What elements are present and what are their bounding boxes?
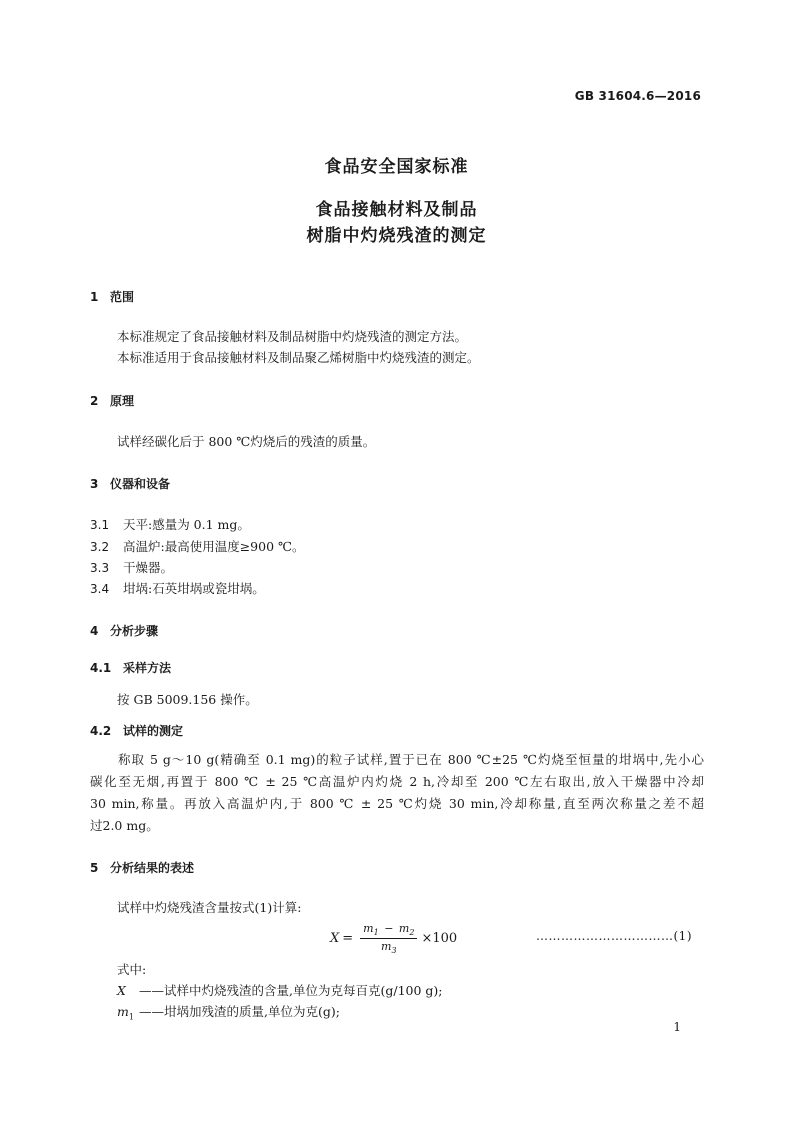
variable-description: ——试样中灼烧残渣的含量,单位为克每百克(g/100 g); — [139, 983, 443, 998]
equation-number: ……………………………(1) — [536, 929, 692, 943]
item-number: 3.4 — [90, 582, 110, 596]
section-title: 分析步骤 — [110, 624, 159, 638]
standard-number: GB 31604.6—2016 — [574, 89, 701, 103]
section-4-heading — [90, 622, 158, 639]
subsection-4-2-heading — [90, 722, 183, 739]
variable-symbol: $m_1$ — [117, 1004, 134, 1022]
document-title-sub1: 食品接触材料及制品 — [315, 200, 478, 220]
section-number: 4 — [90, 624, 99, 638]
item-number: 3.1 — [90, 518, 110, 532]
fraction-denominator: $m_3$ — [381, 940, 397, 956]
paragraph-line: 碳化至无烟,再置于 800 ℃ ± 25 ℃高温炉内灼烧 2 h,冷却至 200 ℃左右取出,放入干燥器中冷却 — [90, 774, 704, 789]
section-1-paragraph-2: 本标准适用于食品接触材料及制品聚乙烯树脂中灼烧残渣的测定。 — [117, 350, 480, 365]
subsection-number: 4.2 — [90, 724, 112, 738]
section-number: 3 — [90, 477, 99, 491]
subsection-4-1-heading — [90, 659, 171, 676]
equipment-item — [90, 579, 265, 597]
item-text: 高温炉:最高使用温度≥900 ℃。 — [123, 539, 305, 554]
section-number: 2 — [90, 394, 99, 408]
formula-equals: = — [342, 931, 354, 947]
subsection-number: 4.1 — [90, 661, 112, 675]
paragraph-line: 称取 5 g～10 g(精确至 0.1 mg)的粒子试样,置于已在 800 ℃±25 ℃灼烧至恒量的坩埚中,先小心 — [118, 752, 704, 767]
equipment-item — [90, 558, 173, 576]
subsection-title: 试样的测定 — [123, 724, 184, 738]
section-1-paragraph-1: 本标准规定了食品接触材料及制品树脂中灼烧残渣的测定方法。 — [117, 329, 468, 344]
variable-description: ——坩埚加残渣的质量,单位为克(g); — [139, 1004, 340, 1019]
section-2-heading — [90, 392, 134, 409]
subsection-title: 采样方法 — [123, 661, 172, 675]
page-number: 1 — [673, 1020, 681, 1034]
section-number: 1 — [90, 290, 99, 304]
section-title: 仪器和设备 — [110, 477, 171, 491]
variable-symbol: X — [117, 983, 126, 998]
formula-fraction — [360, 922, 417, 955]
item-text: 干燥器。 — [123, 560, 174, 575]
section-5-heading — [90, 859, 194, 876]
paragraph-line: 过2.0 mg。 — [90, 818, 159, 833]
formula-multiplier: ×100 — [421, 931, 458, 947]
section-2-paragraph-1: 试样经碳化后于 800 ℃灼烧后的残渣的质量。 — [117, 434, 376, 449]
section-title: 范围 — [110, 290, 135, 304]
section-3-heading — [90, 475, 170, 492]
formula-lhs: X — [330, 931, 340, 947]
formula-1 — [330, 922, 457, 955]
paragraph-line: 30 min,称量。再放入高温炉内,于 800 ℃ ± 25 ℃灼烧 30 min,冷却称量,直至两次称量之差不超 — [90, 796, 704, 811]
section-title: 原理 — [110, 394, 135, 408]
item-number: 3.2 — [90, 540, 110, 554]
fraction-numerator: $m_1 - m_2$ — [360, 922, 417, 939]
item-text: 坩埚:石英坩埚或瓷坩埚。 — [123, 581, 265, 596]
document-title-main: 食品安全国家标准 — [324, 157, 469, 177]
item-text: 天平:感量为 0.1 mg。 — [123, 517, 250, 532]
item-number: 3.3 — [90, 561, 110, 575]
equipment-item — [90, 515, 250, 533]
variable-definition — [117, 1002, 340, 1022]
formula-intro: 试样中灼烧残渣含量按式(1)计算: — [117, 900, 302, 915]
subsection-4-1-paragraph: 按 GB 5009.156 操作。 — [117, 692, 258, 707]
where-label: 式中: — [117, 962, 147, 977]
section-title: 分析结果的表述 — [110, 861, 195, 875]
section-1-heading — [90, 288, 134, 305]
variable-definition — [117, 981, 443, 1001]
section-number: 5 — [90, 861, 99, 875]
subsection-4-2-paragraph — [90, 749, 704, 837]
document-title-sub2: 树脂中灼烧残渣的测定 — [306, 226, 487, 246]
equipment-item — [90, 537, 305, 555]
